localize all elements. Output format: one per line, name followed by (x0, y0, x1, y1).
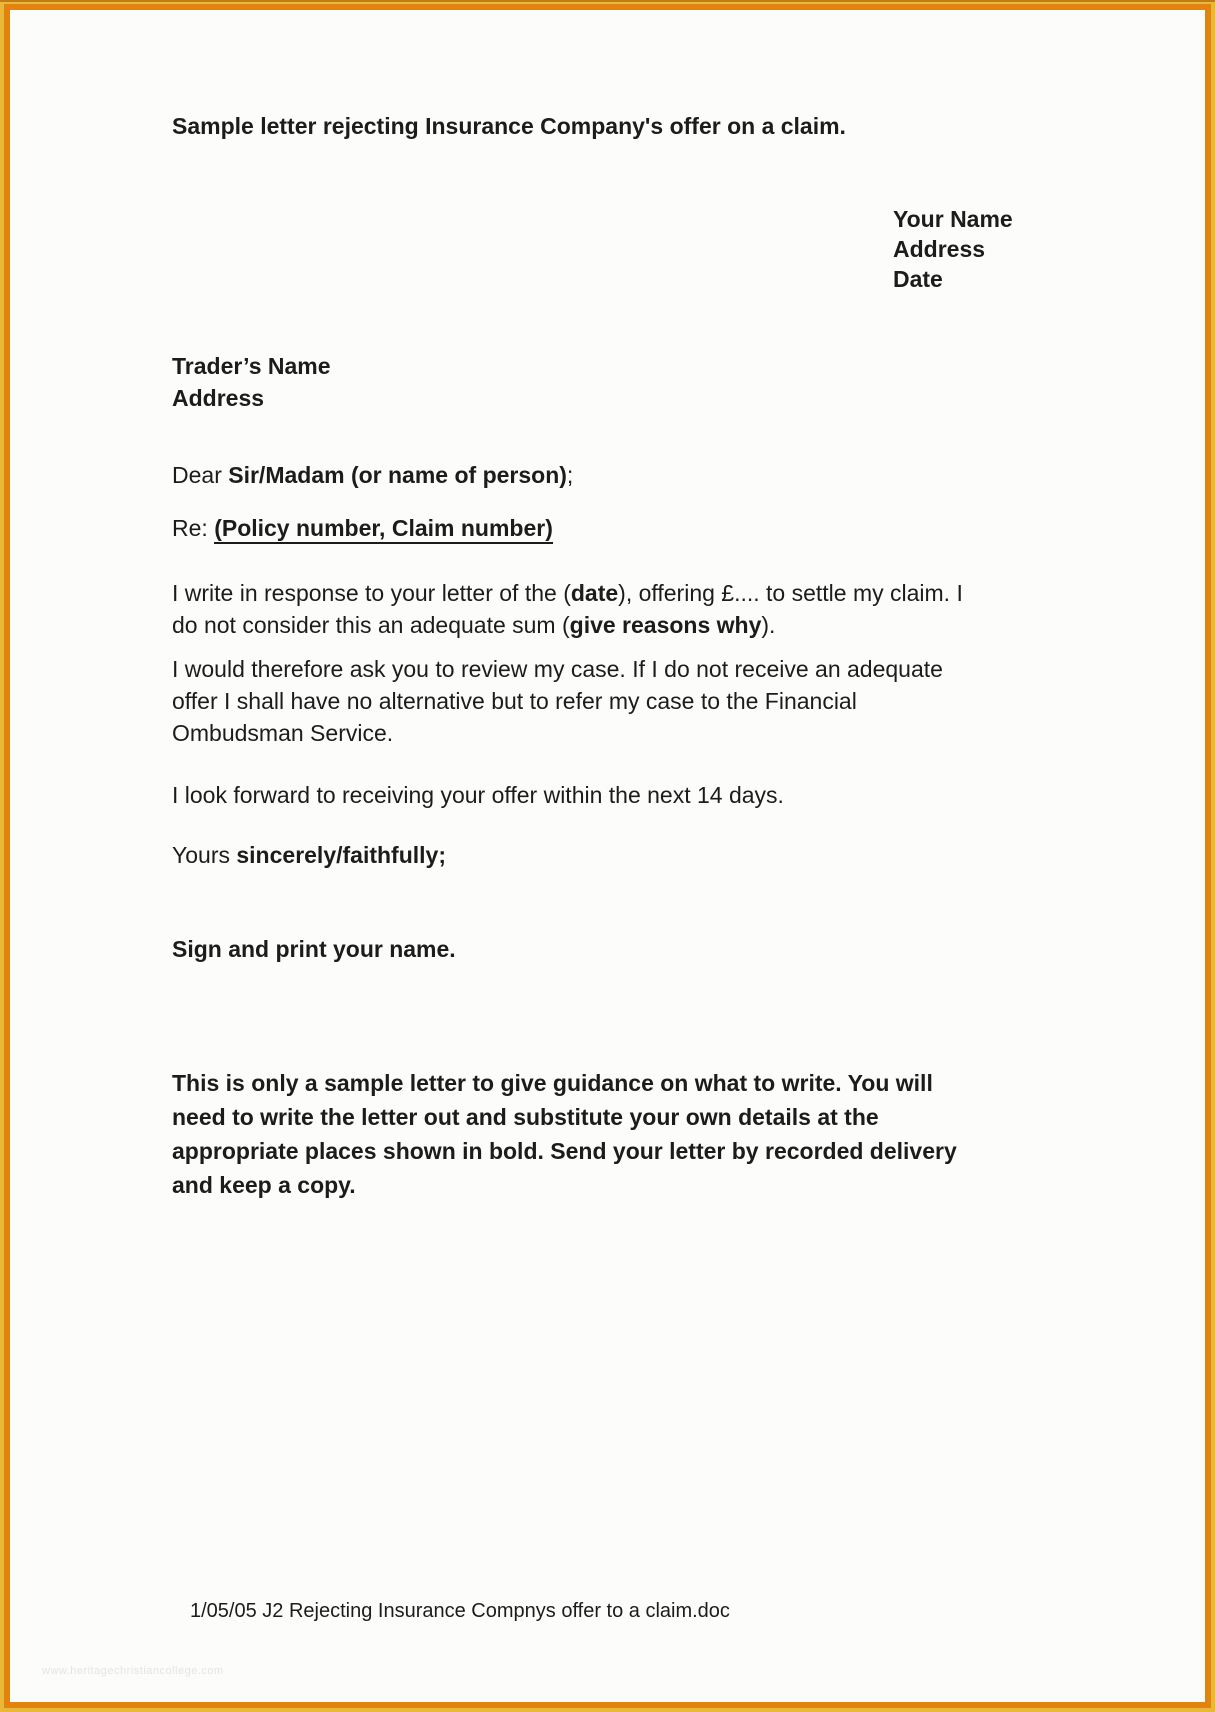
letter-line: This is only a sample letter to give guidance on what to write. You will (172, 1070, 933, 1096)
sender-address-block (893, 204, 1013, 294)
document-filename-footer: 1/05/05 J2 Rejecting Insurance Compnys offer to a claim.doc (190, 1600, 730, 1622)
letter-line: Your Name (893, 206, 1013, 232)
site-watermark: www.heritagechristiancollege.com (42, 1665, 224, 1677)
letter-line: do not consider this an adequate sum (give reasons why). (172, 612, 776, 638)
letter-line: Re: (Policy number, Claim number) (172, 512, 553, 544)
letter-line: Address (893, 236, 986, 262)
guidance-note-paragraph (172, 1066, 957, 1202)
letter-line: Ombudsman Service. (172, 720, 394, 746)
letter-line: need to write the letter out and substitute your own details at the (172, 1104, 879, 1130)
letter-line: Date (893, 266, 943, 292)
letter-line: Yours sincerely/faithfully; (172, 842, 446, 868)
letter-line: I look forward to receiving your offer within the next 14 days. (172, 782, 784, 808)
signature-instruction-line (172, 933, 456, 965)
letter-line: and keep a copy. (172, 1172, 356, 1198)
letter-line: Sign and print your name. (172, 936, 456, 962)
body-paragraph-deadline (172, 779, 784, 811)
letter-line: appropriate places shown in bold. Send your letter by recorded delivery (172, 1138, 957, 1164)
letter-line: Sample letter rejecting Insurance Company's offer on a claim. (172, 113, 846, 139)
letter-line: offer I shall have no alternative but to refer my case to the Financial (172, 688, 857, 714)
recipient-address-block (172, 350, 331, 414)
closing-line (172, 839, 446, 871)
letter-title (172, 110, 846, 142)
letter-line: Dear Sir/Madam (or name of person); (172, 462, 574, 488)
body-paragraph-review-request (172, 653, 943, 749)
letter-line: Trader’s Name (172, 353, 331, 379)
letter-line: I would therefore ask you to review my case. If I do not receive an adequate (172, 656, 943, 682)
body-paragraph-offer-response (172, 577, 963, 641)
letter-line: Address (172, 385, 265, 411)
reference-line (172, 512, 553, 544)
letter-line: I write in response to your letter of the (date), offering £.... to settle my claim. I (172, 580, 963, 606)
page-frame-top-edge (0, 0, 1215, 2)
salutation-line (172, 459, 573, 491)
